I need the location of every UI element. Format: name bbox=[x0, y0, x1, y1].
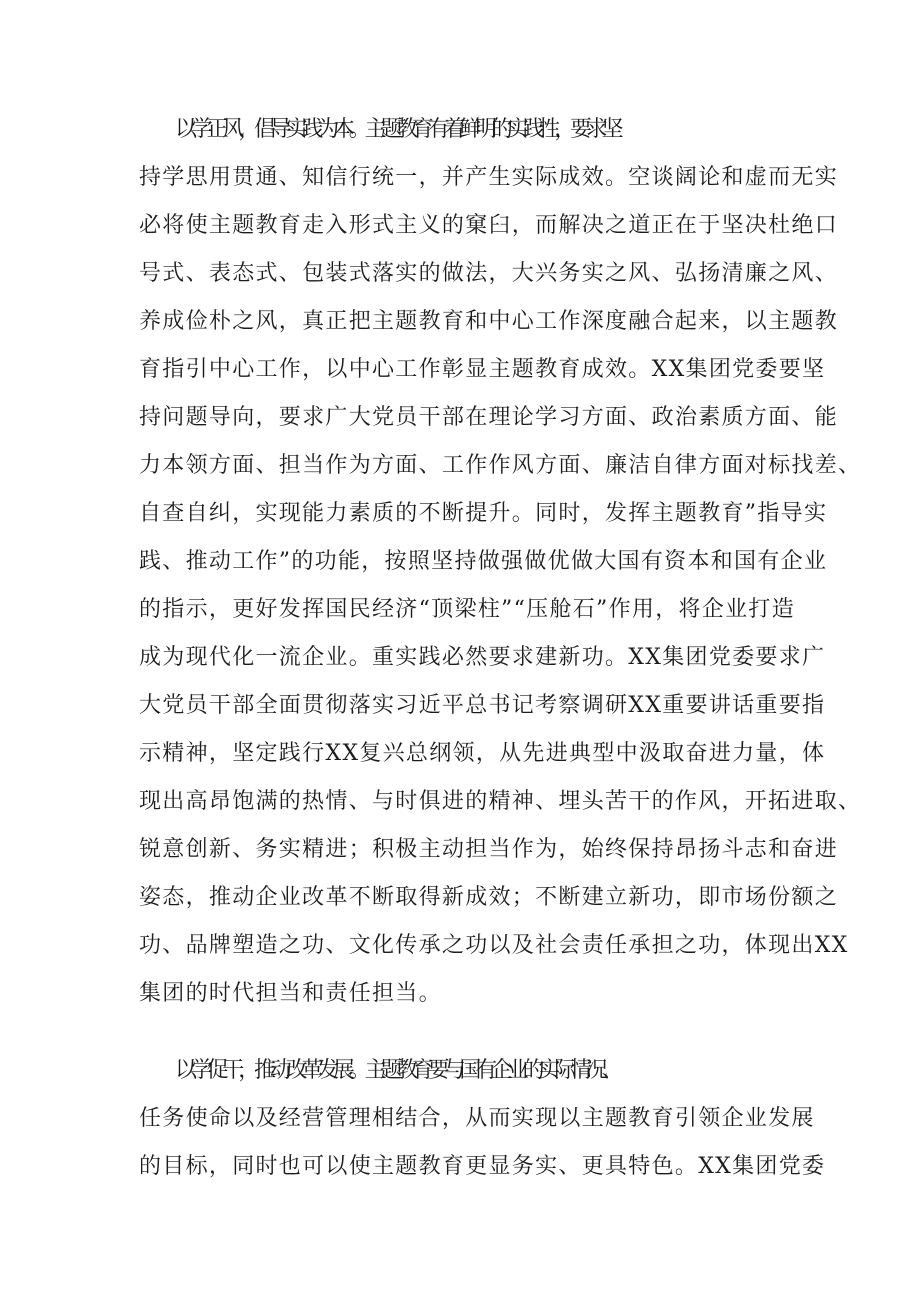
text-line: 持问题导向，要求广大党员干部在理论学习方面、政治素质方面、能 bbox=[139, 405, 839, 430]
text-line: 以学促干，推动改革发展。主题教育要与国有企业的实际情况、 bbox=[175, 1058, 618, 1083]
text-line: 的目标，同时也可以使主题教育更显务实、更具特色。XX集团党委 bbox=[139, 1154, 826, 1179]
text-line: 必将使主题教育走入形式主义的窠臼，而解决之道正在于坚决杜绝口 bbox=[139, 213, 839, 238]
text-line: 持学思用贯通、知信行统一，并产生实际成效。空谈阔论和虚而无实 bbox=[139, 165, 839, 190]
text-line: 示精神，坚定践行XX复兴总纲领，从先进典型中汲取奋进力量，体 bbox=[139, 741, 826, 766]
text-line: 育指引中心工作，以中心工作彰显主题教育成效。XX集团党委要坚 bbox=[139, 357, 826, 382]
text-line: 力本领方面、担当作为方面、工作作风方面、廉洁自律方面对标找差、 bbox=[139, 453, 862, 478]
text-line: 以学正风，倡导实践为本。主题教育有着鲜明的实践性，要求坚 bbox=[175, 117, 618, 142]
text-line: 锐意创新、务实精进；积极主动担当作为，始终保持昂扬斗志和奋进 bbox=[139, 837, 839, 862]
text-line: 功、品牌塑造之功、文化传承之功以及社会责任承担之功，体现出XX bbox=[139, 933, 849, 958]
text-line: 的指示，更好发挥国民经济“顶梁柱”“压舱石”作用，将企业打造 bbox=[139, 597, 795, 622]
text-line: 姿态，推动企业改革不断取得新成效；不断建立新功，即市场份额之 bbox=[139, 885, 839, 910]
text-line: 养成俭朴之风，真正把主题教育和中心工作深度融合起来，以主题教 bbox=[139, 309, 839, 334]
text-line: 现出高昂饱满的热情、与时俱进的精神、埋头苦干的作风，开拓进取、 bbox=[139, 789, 862, 814]
text-line: 大党员干部全面贯彻落实习近平总书记考察调研XX重要讲话重要指 bbox=[139, 693, 826, 718]
text-line: 自查自纠，实现能力素质的不断提升。同时，发挥主题教育”指导实 bbox=[139, 501, 828, 526]
text-line: 践、推动工作”的功能，按照坚持做强做优做大国有资本和国有企业 bbox=[139, 549, 828, 574]
text-line: 集团的时代担当和责任担当。 bbox=[139, 981, 442, 1006]
text-line: 成为现代化一流企业。重实践必然要求建新功。XX集团党委要求广 bbox=[139, 645, 826, 670]
text-line: 任务使命以及经营管理相结合，从而实现以主题教育引领企业发展 bbox=[139, 1106, 815, 1131]
text-line: 号式、表态式、包装式落实的做法，大兴务实之风、弘扬清廉之风、 bbox=[139, 261, 839, 286]
